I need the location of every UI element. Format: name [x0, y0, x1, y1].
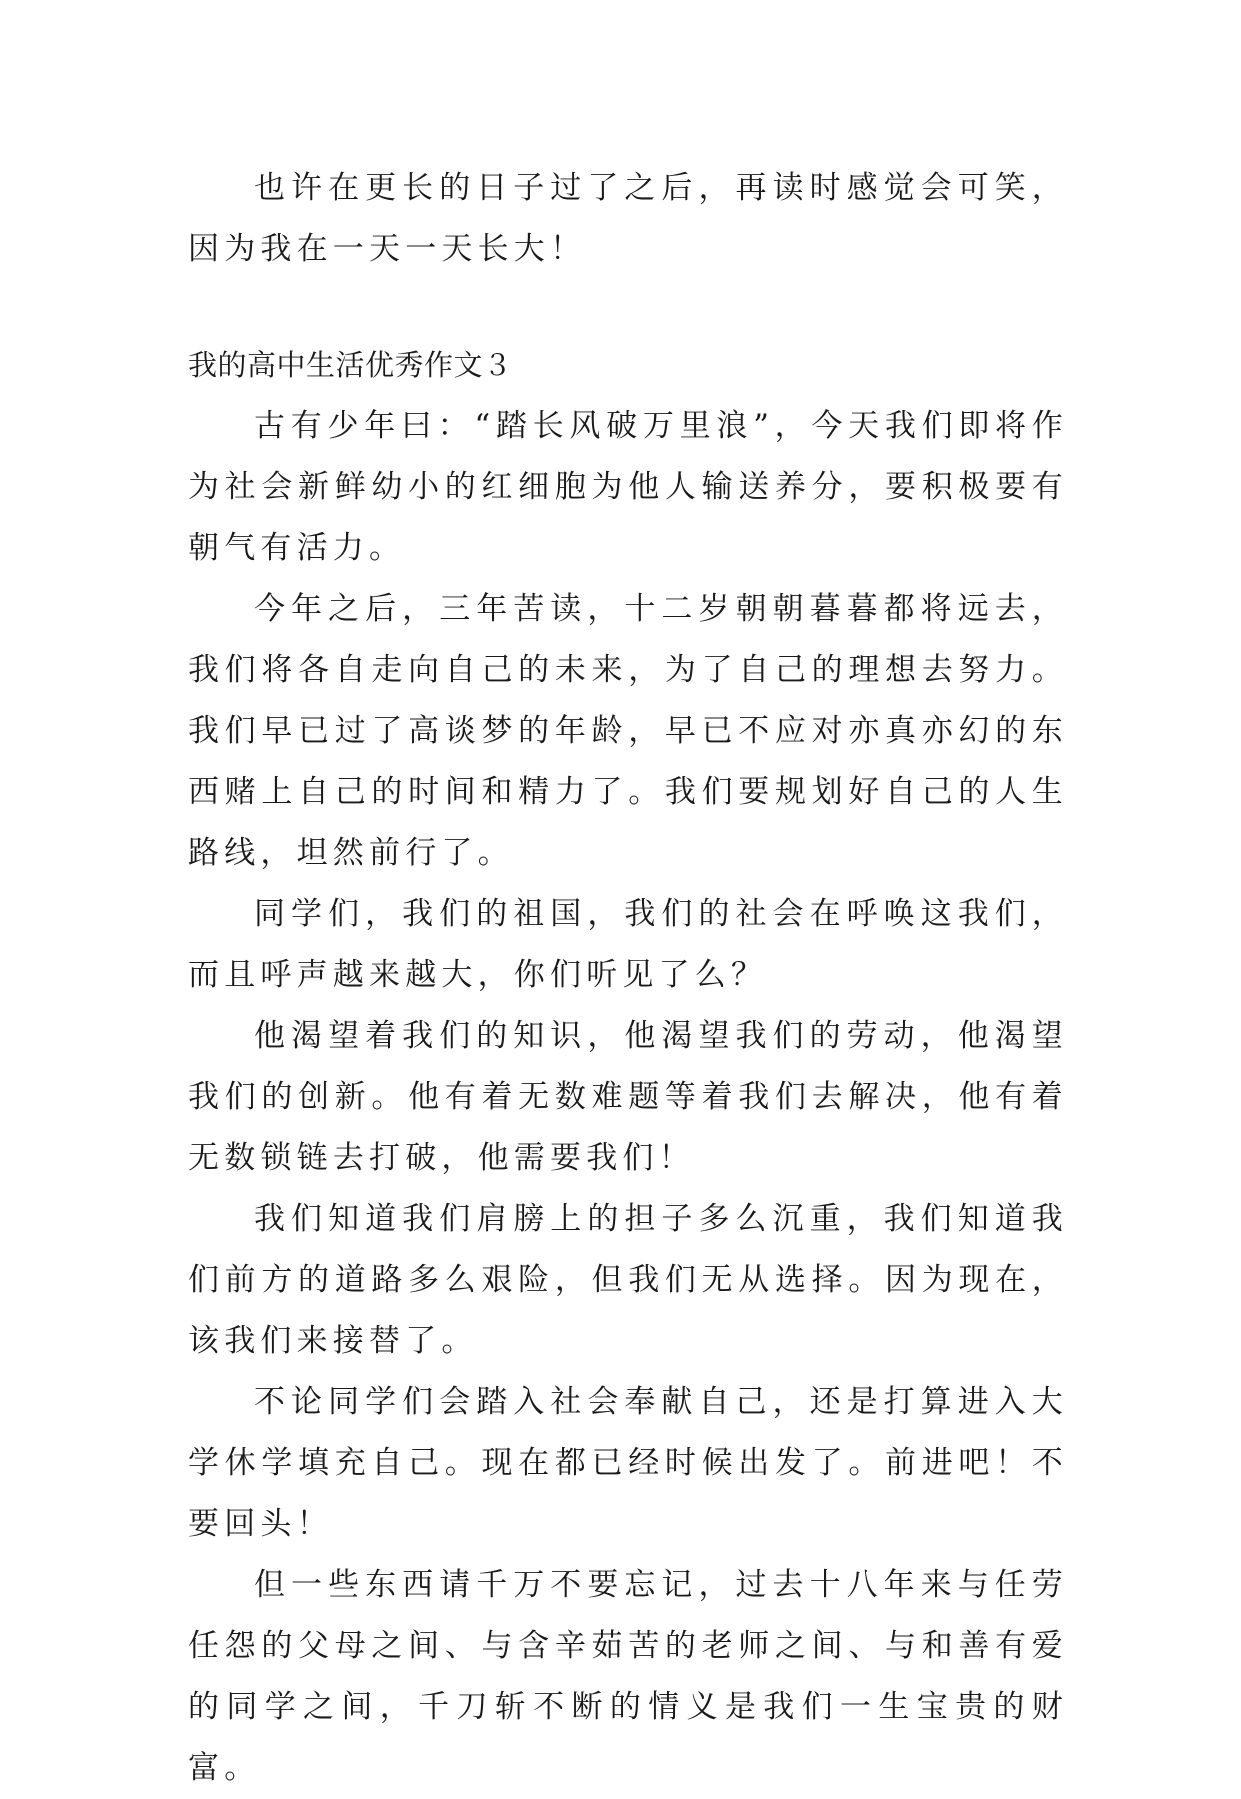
paragraph: 但一些东西请千万不要忘记，过去十八年来与任劳任怨的父母之间、与含辛茹苦的老师之间、与和善有爱的同学之间，千刀斩不断的情义是我们一生宝贵的财富。 — [188, 1567, 1068, 1786]
paragraph: 今年之后，三年苦读，十二岁朝朝暮暮都将远去，我们将各自走向自己的未来，为了自己的理想去努力。我们早已过了高谈梦的年龄，早已不应对亦真亦幻的东西赌上自己的时间和精力了。我们要规划好自己的人生路线，坦然前行了。 — [188, 591, 1068, 871]
paragraph: 古有少年曰：“踏长风破万里浪”，今天我们即将作为社会新鲜幼小的红细胞为他人输送养分，要积极要有朝气有活力。 — [188, 408, 1068, 566]
section-title: 我的高中生活优秀作文３ — [188, 348, 513, 382]
section-gap — [188, 280, 1068, 335]
document-body — [188, 158, 1068, 1799]
paragraph: 同学们，我们的祖国，我们的社会在呼唤这我们，而且呼声越来越大，你们听见了么？ — [188, 896, 1068, 993]
paragraph: 也许在更长的日子过了之后，再读时感觉会可笑，因为我在一天一天长大！ — [188, 170, 1068, 267]
paragraph: 不论同学们会踏入社会奉献自己，还是打算进入大学休学填充自己。现在都已经时候出发了。前进吧！不要回头！ — [188, 1384, 1068, 1542]
paragraph: 我们知道我们肩膀上的担子多么沉重，我们知道我们前方的道路多么艰险，但我们无从选择。因为现在，该我们来接替了。 — [188, 1201, 1068, 1359]
paragraph: 他渴望着我们的知识，他渴望我们的劳动，他渴望我们的创新。他有着无数难题等着我们去解决，他有着无数锁链去打破，他需要我们！ — [188, 1018, 1068, 1176]
